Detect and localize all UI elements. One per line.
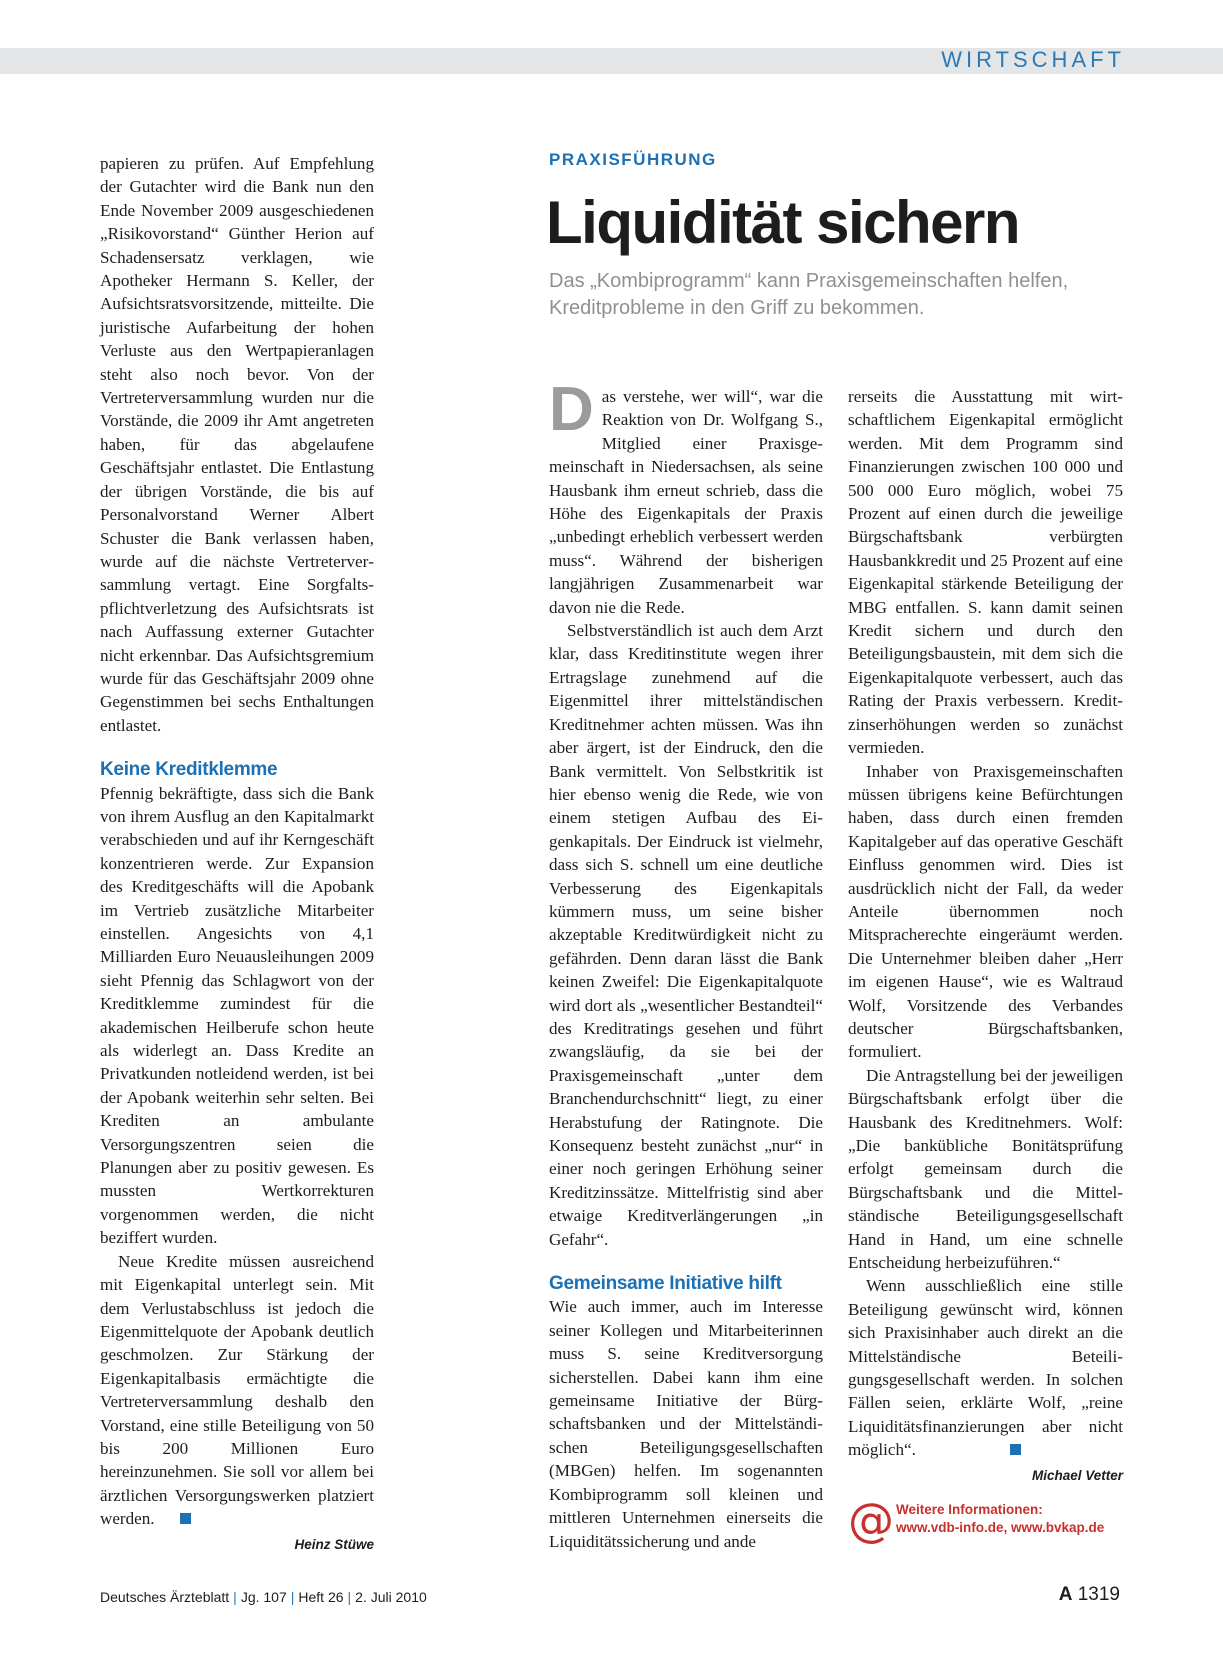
paragraph: papieren zu prüfen. Auf Empfehlung der Gutachter wird die Bank nun den Ende November 2009 ausgeschiedenen „Risikovorstand“ Günther Herion auf Schadensersatz verklagen, wie Apotheker Hermann S. Keller, der Aufsichtsratsvorsitzende, mitteilte. Die juristische Aufarbeitung der hohen Verluste aus den Wertpapieranlagen steht also noch bevor. Von der Vertreterversammlung wurden nur die Vorstände, die 2009 ihr Amt angetreten haben, für das abgelaufene Geschäftsjahr entlastet. Die Entlastung der übrigen Vorstände, die bis auf Personalvorstand Werner Albert Schuster die Bank verlassen haben, wurde auf die nächste Vertreterversammlung vertagt. Eine Sorgfaltspflichtverletzung des Aufsichtsrats ist nach Auffassung externer Gutachter nicht erkennbar. Das Aufsichtsgremium wurde für das Geschäftsjahr 2009 ohne Gegenstimmen bei sechs Enthaltungen entlastet.	[100, 154, 374, 735]
page-number	[1059, 1584, 1120, 1606]
subheading: Keine Kreditklemme	[100, 759, 278, 781]
paragraph-text: Neue Kredite müssen ausreichend mit Eigenkapital unterlegt sein. Mit dem Verlustabschluss ist jedoch die Eigenmittelquote der Apobank deutlich geschmolzen. Zur Stärkung der Eigenkapitalbasis ermächtigte die Vertreterversammlung deshalb den Vorstand, eine stille Beteiligung von 50 bis 200 Millionen Euro hereinzunehmen. Sie soll vor allem bei ärztlichen Versorgungswerken platziert werden.	[100, 1251, 374, 1529]
journal-name: Deutsches Ärzteblatt	[100, 1589, 230, 1605]
volume: Jg. 107	[240, 1589, 287, 1605]
paragraph: Die Antragstellung bei der jeweiligen Bürgschaftsbank erfolgt über die Hausbank des Kreditnehmers. Wolf: „Die bankübliche Bonitätsprüfung erfolgt gemeinsam durch die Bürgschaftsbank und die Mittelständische Beteiligungsgesellschaft Hand in Hand, um eine schnelle Entscheidung herbeizuführen.“	[848, 1065, 1123, 1273]
section-label: WIRTSCHAFT	[941, 47, 1125, 72]
issue: Heft 26	[298, 1589, 344, 1605]
paragraph-end	[848, 1274, 1123, 1461]
page-prefix: A	[1058, 1584, 1073, 1605]
paragraph-text: Wenn ausschließlich eine stille Beteiligung gewünscht wird, können sich Praxisinhaber auch direkt an die Mittelständische Beteiligungsgesellschaft werden. In solchen Fällen seien, erklärte Wolf, „reine Liquiditätsfinanzierungen aber nicht möglich“.	[848, 1276, 1123, 1460]
end-mark-icon	[180, 1513, 191, 1524]
paragraph: Selbstverständlich ist auch dem Arzt klar, dass Kreditinstitute wegen ihrer Ertragslage zunehmend auf die Eigenmittel ihrer mittelständischen Kreditnehmer achten müssen. Was ihn aber ärgert, ist der Eindruck, den die Bank vermittelt. Von Selbstkritik ist hier ebenso wenig die Rede, wie von einem stetigen Aufbau des Eigenkapitals. Der Eindruck ist vielmehr, dass sich S. schnell um eine deutliche Verbesserung des Eigenkapitals kümmern muss, um seine bisher akzeptable Kreditwürdigkeit nicht zu gefährden. Denn daran lässt die Bank keinen Zweifel: Die Eigenkapitalquote wird dort als „wesentlicher Bestandteil“ des Kreditratings gesehen und führt zwangsläufig, da sie bei der Praxisgemeinschaft „unter dem Branchendurchschnitt“ liegt, zu einer Herabstufung der Ratingnote. Die Konsequenz besteht zunächst „nur“ in einer noch geringen Erhöhung seiner Kreditzinssätze. Mittelfristig sind aber etwaige Kreditverlängerungen „in Gefahr“.	[549, 621, 823, 1249]
issue-date: 2. Juli 2010	[355, 1589, 427, 1605]
author-byline: Michael Vetter	[1031, 1467, 1123, 1483]
author-byline: Heinz Stüwe	[294, 1536, 374, 1552]
subheading: Gemeinsame Initiative hilft	[549, 1273, 782, 1295]
article-title: Liquidität sichern	[546, 189, 1020, 256]
drop-cap: D	[549, 375, 594, 444]
divider: |	[233, 1589, 237, 1605]
paragraph: Pfennig bekräftigte, dass sich die Bank von ihrem Ausflug an den Kapitalmarkt verabschieden und auf ihr Kerngeschäft konzentrieren werde. Zur Expansion des Kreditgeschäfts will die Apobank im Vertrieb zusätzliche Mitarbeiter einstellen. Angesichts von 4,1 Milliarden Euro Neuausleihungen 2009 sieht Pfennig das Schlagwort von der Kreditklemme zumindest für die akademischen Heilberufe schon heute als widerlegt an. Dass Kredite an Privatkunden notleidend werden, ist bei der Apobank weiterhin sehr selten. Bei Krediten an ambulante Versorgungszentren seien die Planungen aber zu positiv gewesen. Es mussten Wertkorrekturen vorgenommen werden, die nicht beziffert wurden.	[100, 783, 374, 1248]
column-3	[848, 385, 1123, 1547]
divider: |	[347, 1589, 352, 1605]
info-text	[896, 1501, 1104, 1537]
paragraph-text: as verstehe, wer will“, war die Reaktion von Dr. Wolfgang S., Mitglied einer Praxisgemeinschaft in Niedersachsen, als seine Hausbank ihm erneut schrieb, dass die Höhe des Eigenkapitals der Praxis „unbedingt erheblich verbessert werden muss“. Während der bisherigen langjährigen Zusammenarbeit war davon nie die Rede.	[549, 387, 823, 617]
paragraph-end	[100, 1250, 374, 1531]
article-kicker: PRAXISFÜHRUNG	[549, 150, 717, 169]
article-lead: Das „Kombiprogramm“ kann Praxisgemeinschaften helfen, Kreditprobleme in den Griff zu bekommen.	[549, 270, 1069, 319]
page-number-value: 1319	[1077, 1584, 1120, 1605]
at-icon: @	[848, 1492, 894, 1547]
paragraph: Inhaber von Praxisgemeinschaften müssen übrigens keine Befürchtungen haben, dass durch einen fremden Kapitalgeber auf das operative Geschäft Einfluss genommen wird. Dies ist ausdrücklich nicht der Fall, da weder Anteile übernommen noch Mitspracherechte eingeräumt werden. Die Unternehmer bleiben daher „Herr im eigenen Hause“, wie es Waltraud Wolf, Vorsitzende des Verbandes deutscher Bürgschaftsbanken, formuliert.	[848, 761, 1123, 1062]
info-links[interactable]: www.vdb-info.de, www.bvkap.de	[896, 1519, 1105, 1535]
column-2	[549, 375, 823, 1553]
paragraph: Wie auch immer, auch im Interesse seiner Kollegen und Mitarbeiterinnen muss S. seine Kreditversorgung sicherstellen. Dabei kann ihm eine gemeinsame Initiative der Bürgschaftsbanken und der Mittelständischen Beteiligungsgesellschaften (MBGen) helfen. Im sogenannten Kombiprogramm soll kleinen und mittleren Unternehmen einerseits die Liquiditätssicherung und ande	[549, 1297, 823, 1551]
paragraph: rerseits die Ausstattung mit wirtschaftlichem Eigenkapital ermöglicht werden. Mit dem Programm sind Finanzierungen zwischen 100 000 und 500 000 Euro möglich, wobei 75 Prozent auf einen durch die jeweilige Bürgschaftsbank verbürgten Hausbankkredit und 25 Prozent auf eine Eigenkapital stärkende Beteiligung der MBG entfallen. S. kann damit seinen Kredit sichern und durch den Beteiligungsbaustein, mit dem sich die Eigenkapitalquote verbessert, auch das Rating der Praxis verbessern. Kreditzinserhöhungen werden so zunächst vermieden.	[848, 387, 1123, 758]
info-label: Weitere Informationen:	[896, 1501, 1043, 1517]
divider: |	[290, 1589, 295, 1605]
column-1	[100, 152, 374, 1556]
end-mark-icon	[1010, 1444, 1021, 1455]
footer	[100, 1589, 427, 1605]
info-box	[848, 1492, 1123, 1547]
paragraph	[549, 375, 823, 619]
